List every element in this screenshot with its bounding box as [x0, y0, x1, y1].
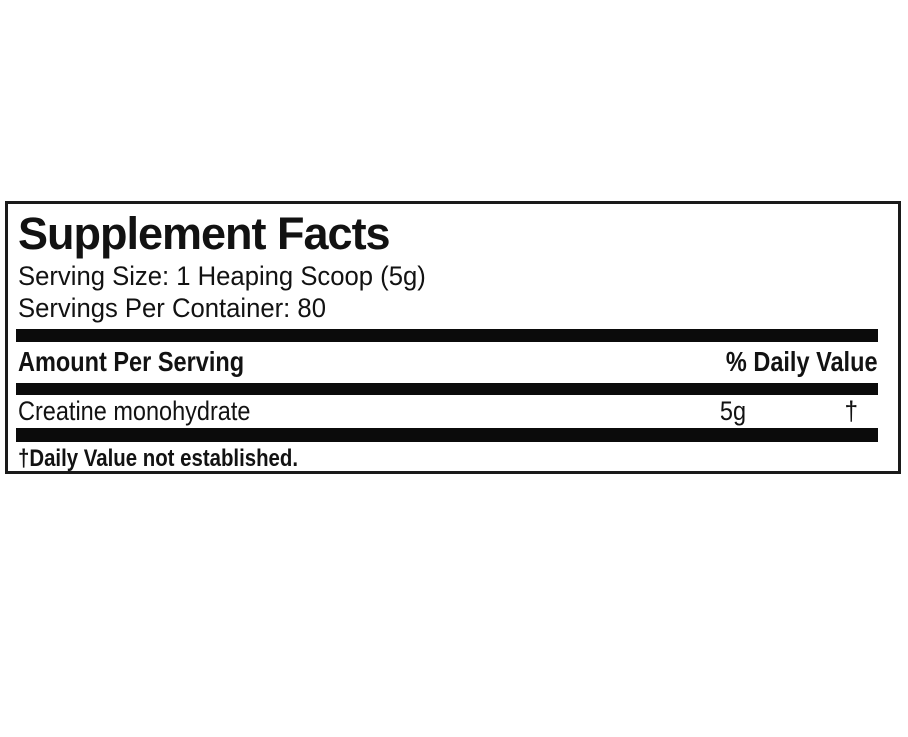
- column-header-daily-value: % Daily Value: [726, 346, 878, 377]
- column-header-amount-per-serving: Amount Per Serving: [18, 346, 245, 377]
- footnote-line: [18, 447, 878, 471]
- servings-per-container-line: [18, 292, 878, 324]
- divider-bar-top: [16, 329, 878, 342]
- ingredient-row: [16, 395, 878, 428]
- ingredient-daily-value-dagger: †: [844, 396, 858, 426]
- serving-size-line: [18, 260, 878, 292]
- column-header-row: [16, 342, 878, 383]
- ingredient-name: Creatine monohydrate: [18, 396, 251, 426]
- panel-title: Supplement Facts: [18, 208, 390, 259]
- serving-size-text: Serving Size: 1 Heaping Scoop (5g): [18, 261, 426, 291]
- supplement-facts-panel: [5, 201, 901, 474]
- panel-content: [8, 210, 898, 471]
- divider-bar-bottom: [16, 428, 878, 442]
- footnote-text: †Daily Value not established.: [18, 445, 299, 472]
- ingredient-amount: 5g: [719, 396, 746, 426]
- divider-bar-middle: [16, 383, 878, 395]
- servings-per-container-text: Servings Per Container: 80: [18, 293, 326, 323]
